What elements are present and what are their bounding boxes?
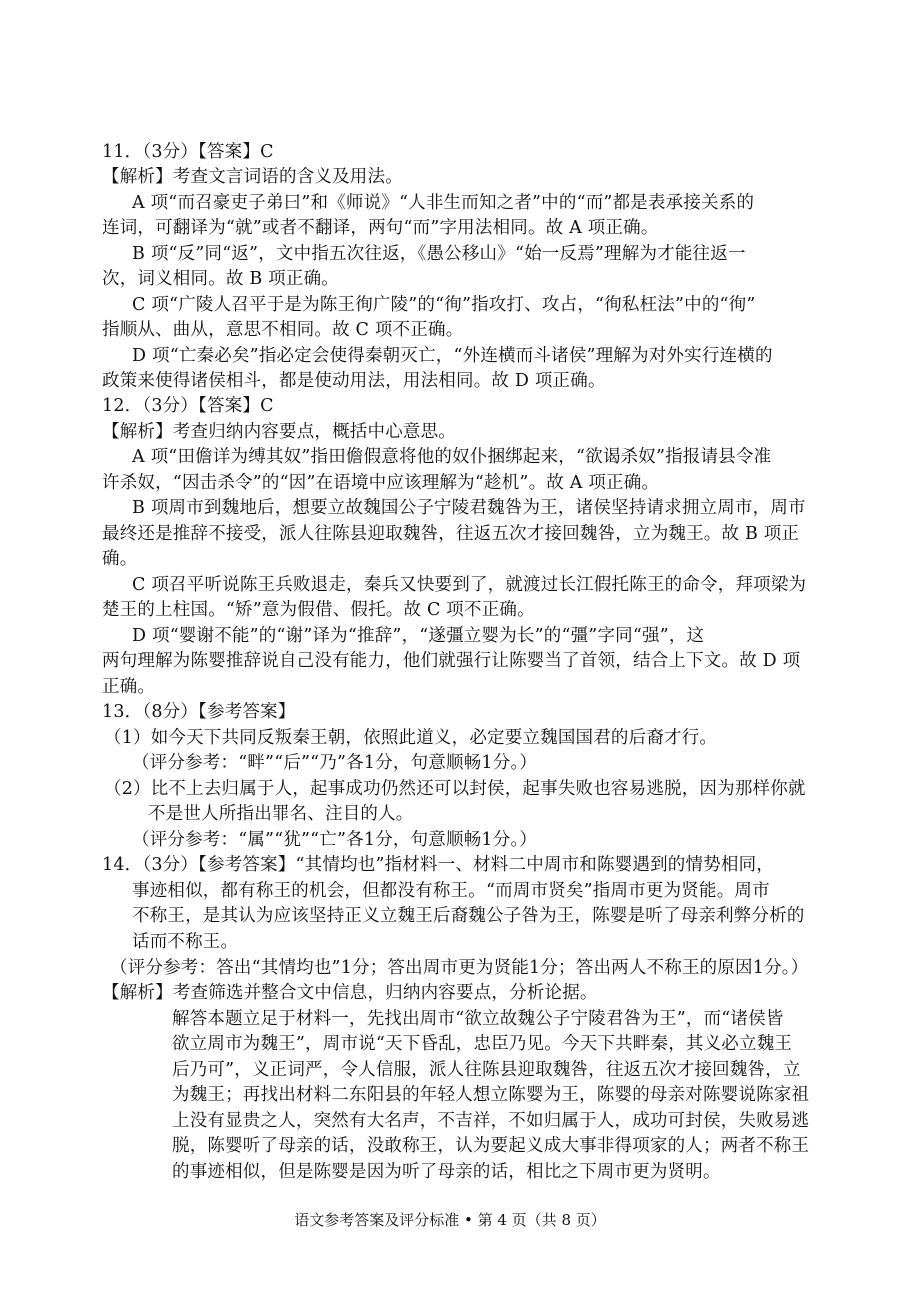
q13-scoring-1: （评分参考：“畔”“后”“乃”各1分，句意顺畅1分。） bbox=[132, 753, 538, 773]
q13-answer-2-line-2: 不是世人所指出罪名、注目的人。 bbox=[148, 804, 414, 824]
page-footer: 语文参考答案及评分标准 • 第 4 页（共 8 页） bbox=[294, 1211, 606, 1229]
q14-analysis-line-3: 后乃可”，义正词严，令人信服，派人往陈县迎取魏咎，往返五次才接回魏咎，立 bbox=[172, 1060, 801, 1080]
q13-answer-1: （1）如今天下共同反叛秦王朝，依照此道义，必定要立魏国国君的后裔才行。 bbox=[104, 728, 718, 748]
q12-option-b-line-1: B 项周市到魏地后，想要立故魏国公子宁陵君魏咎为王，诸侯坚持请求拥立周市，周市 bbox=[132, 498, 806, 518]
q12-analysis-intro: 【解析】考查归纳内容要点，概括中心意思。 bbox=[102, 422, 456, 442]
q14-analysis-intro: 【解析】考查筛选并整合文中信息，归纳内容要点，分析论据。 bbox=[102, 983, 598, 1003]
q13-header: 13．（8分）【参考答案】 bbox=[102, 702, 296, 722]
q14-answer-line-3: 不称王，是其认为应该坚持正义立魏王后裔魏公子咎为王，陈婴是听了母亲利弊分析的 bbox=[132, 906, 805, 926]
q12-header: 12．（3分）【答案】C bbox=[102, 396, 274, 416]
q11-option-a-line-2: 连词，可翻译为“就”或者不翻译，两句“而”字用法相同。故 A 项正确。 bbox=[102, 218, 659, 238]
q11-option-b-line-2: 次，词义相同。故 B 项正确。 bbox=[102, 269, 339, 289]
q14-answer-line-2: 事迹相似，都有称王的机会，但都没有称王。“而周市贤矣”指周市更为贤能。周市 bbox=[132, 881, 770, 901]
q12-option-d-line-3: 正确。 bbox=[102, 677, 156, 697]
q11-option-c-line-1: C 项“广陵人召平于是为陈王徇广陵”的“徇”指攻打、攻占，“徇私枉法”中的“徇” bbox=[132, 295, 756, 315]
q11-header: 11．（3分）【答案】C bbox=[102, 142, 274, 162]
q14-answer-line-4: 话而不称王。 bbox=[132, 932, 239, 952]
q14-analysis-line-5: 上没有显贵之人，突然有大名声，不吉祥，不如归属于人，成功可封侯，失败易逃 bbox=[172, 1111, 810, 1131]
q11-option-c-line-2: 指顺从、曲从，意思不相同。故 C 项不正确。 bbox=[102, 320, 464, 340]
q12-option-c-line-2: 楚王的上柱国。“矫”意为假借、假托。故 C 项不正确。 bbox=[102, 600, 535, 620]
q14-analysis-line-7: 的事迹相似，但是陈婴是因为听了母亲的话，相比之下周市更为贤明。 bbox=[172, 1162, 721, 1182]
q12-option-d-line-2: 两句理解为陈婴推辞说自己没有能力，他们就强行让陈婴当了首领，结合上下文。故 D 项 bbox=[102, 651, 801, 671]
q14-analysis-line-1: 解答本题立足于材料一，先找出周市“欲立故魏公子宁陵君咎为王”，而“诸侯皆 bbox=[172, 1009, 784, 1029]
q11-analysis-intro: 【解析】考查文言词语的含义及用法。 bbox=[102, 167, 403, 187]
q12-option-b-line-2: 最终还是推辞不接受，派人往陈县迎取魏咎，往返五次才接回魏咎，立为魏王。故 B 项正 bbox=[102, 524, 800, 544]
q13-answer-2-line-1: （2）比不上去归属于人，起事成功仍然还可以封侯，起事失败也容易逃脱，因为那样你就 bbox=[104, 779, 806, 799]
q11-option-b-line-1: B 项“反”同“返”，文中指五次往返，《愚公移山》“始一反焉”理解为才能往返一 bbox=[132, 244, 746, 264]
q11-option-a-line-1: A 项“而召豪吏子弟曰”和《师说》“人非生而知之者”中的“而”都是表承接关系的 bbox=[132, 193, 755, 213]
q11-option-d-line-2: 政策来使得诸侯相斗，都是使动用法，用法相同。故 D 项正确。 bbox=[102, 371, 606, 391]
q12-option-a-line-1: A 项“田儋详为缚其奴”指田儋假意将他的奴仆捆绑起来，“欲谒杀奴”指报请县令准 bbox=[132, 447, 772, 467]
q14-header: 14．（3分）【参考答案】“其情均也”指材料一、材料二中周市和陈婴遇到的情势相同， bbox=[102, 855, 774, 875]
q14-analysis-line-4: 为魏王；再找出材料二东阳县的年轻人想立陈婴为王，陈婴的母亲对陈婴说陈家祖 bbox=[172, 1085, 810, 1105]
q11-option-d-line-1: D 项“亡秦必矣”指必定会使得秦朝灭亡，“外连横而斗诸侯”理解为对外实行连横的 bbox=[132, 346, 773, 366]
q14-analysis-line-6: 脱，陈婴听了母亲的话，没敢称王，认为要起义成大事非得项家的人；两者不称王 bbox=[172, 1136, 810, 1156]
q12-option-a-line-2: 许杀奴，“因击杀令”的“因”在语境中应该理解为“趁机”。故 A 项正确。 bbox=[102, 473, 660, 493]
q13-scoring-2: （评分参考：“属”“犹”“亡”各1分，句意顺畅1分。） bbox=[132, 830, 538, 850]
q12-option-b-line-3: 确。 bbox=[102, 549, 138, 569]
q12-option-c-line-1: C 项召平听说陈王兵败退走，秦兵又快要到了，就渡过长江假托陈王的命令，拜项梁为 bbox=[132, 575, 807, 595]
q14-analysis-line-2: 欲立周市为魏王”，周市说“天下昏乱，忠臣乃见。今天下共畔秦，其义必立魏王 bbox=[172, 1034, 793, 1054]
q14-scoring: （评分参考：答出“其情均也”1分；答出周市更为贤能1分；答出两人不称王的原因1分。） bbox=[110, 958, 809, 978]
q12-option-d-line-1: D 项“婴谢不能”的“谢”译为“推辞”，“遂彊立婴为长”的“彊”字同“强”，这 bbox=[132, 626, 705, 646]
